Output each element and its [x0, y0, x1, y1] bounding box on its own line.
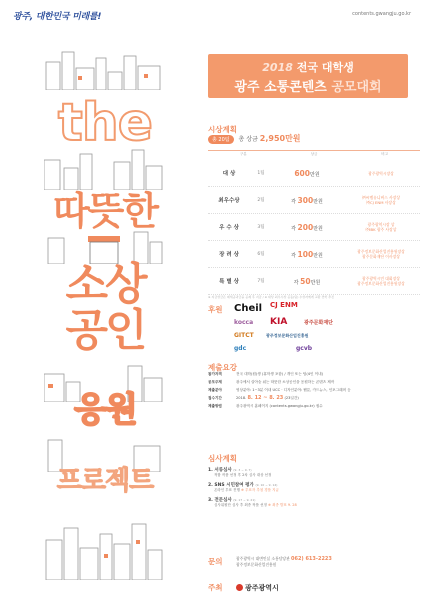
gwangju-emblem-icon	[236, 584, 243, 591]
award-unit: 만원	[309, 171, 320, 178]
sponsors-section	[208, 300, 420, 360]
judging-step-note: ※ 최종 발표 9. 28	[268, 503, 297, 507]
sponsor-logo-cj: CJ ENM	[270, 301, 298, 309]
awards-title: 시상계획	[208, 125, 237, 134]
judging-step-desc	[208, 488, 420, 493]
sponsors-label: 후원	[208, 305, 223, 314]
award-amount: 50	[300, 276, 311, 286]
banner-line2-highlight: 공모대회	[331, 80, 382, 95]
award-row	[208, 241, 420, 268]
award-note: ㈜씨엠유니버스 사장상 ㈜CJ ENM 사장상	[361, 195, 400, 205]
guide-key: 제출분야	[208, 388, 222, 392]
guide-value: 광주에서 살아숨 쉬는 따뜻한 소상공인을 응원하는 콘텐츠 제작	[236, 380, 335, 384]
award-note: 광주광역시민 대회장상 광주정보문화산업진흥원장상	[357, 276, 405, 286]
award-prize	[272, 169, 342, 178]
guide-key: 공모주제	[208, 380, 222, 384]
award-unit: 만원	[310, 279, 321, 286]
award-name: 대 상	[222, 171, 236, 177]
award-count: 3팀	[257, 225, 265, 230]
guide-row	[208, 404, 420, 409]
award-note: 광주정보문화산업진흥원장상 광주문화재단 이사장상	[357, 249, 405, 259]
award-note: 광주광역시장상	[368, 170, 394, 176]
info-column	[200, 0, 425, 600]
award-amount: 200	[297, 222, 314, 232]
guide-list	[208, 372, 420, 412]
judging-step-desc-text: 심사위원단 심사 후 최종 작품 선정	[214, 503, 267, 507]
hero-word-small-business	[65, 259, 145, 356]
award-prize	[272, 196, 342, 205]
award-note: 광주광역시장 상 ㈜IBK 광주 사장상	[365, 222, 397, 232]
award-count: 6팀	[257, 252, 265, 257]
banner-line2-text: 광주 소통콘텐츠	[234, 80, 327, 95]
award-prize	[272, 223, 342, 232]
judging-step-date: (9. 3 ~ 9. 7)	[233, 468, 252, 472]
banner-line1-text: 전국 대학생	[296, 61, 354, 74]
guide-value: 영상분야: 1~3분 이내 UCC · 디자인분야: 웹툰, 카드뉴스, 인포그래픽 등	[236, 388, 351, 392]
award-name: 장 려 상	[219, 252, 239, 258]
awards-total-prefix: 총 상금	[238, 136, 258, 143]
inquiry-details	[236, 556, 332, 567]
city-skyline-illustration	[44, 520, 164, 580]
judging-step-desc	[208, 503, 420, 508]
judging-steps	[208, 463, 420, 508]
host-name: 광주광역시	[245, 584, 279, 592]
guide-value: 광주광역시 홈페이지 (contents.gwangju.go.kr) 접수	[236, 404, 323, 408]
host-label: 주최	[208, 583, 223, 592]
award-row	[208, 187, 420, 214]
judging-step-name: 2. SNS 시민참여 평가	[208, 483, 254, 488]
guide-title: 제출요강	[208, 363, 237, 372]
awards-total	[208, 133, 301, 144]
inquiry-label: 문의	[208, 557, 223, 566]
hero-word-the: the	[57, 93, 153, 153]
award-count: 1팀	[257, 171, 265, 176]
judging-step-name: 3. 전문심사	[208, 498, 232, 503]
awards-total-amount: 2,950만원	[259, 134, 301, 143]
award-name: 우 수 상	[219, 225, 239, 231]
judging-step-date: (9. 10 ~ 9. 14)	[255, 483, 278, 487]
host-logo	[236, 583, 279, 593]
guide-value	[236, 396, 420, 401]
award-row	[208, 160, 420, 187]
award-amount: 300	[297, 195, 314, 205]
banner-line1	[208, 59, 408, 75]
guide-row	[208, 372, 420, 377]
judging-step-name: 1. 서류심사	[208, 468, 232, 473]
awards-col-header: 비고	[381, 152, 389, 156]
banner-year: 2018	[262, 61, 293, 74]
hero-word-line: 공인	[65, 305, 145, 356]
judging-step	[208, 467, 420, 478]
award-prize	[272, 277, 342, 286]
award-row	[208, 268, 420, 295]
guide-key: 참가자격	[208, 372, 222, 376]
guide-key: 접수기간	[208, 396, 222, 400]
award-prize-prefix: 각	[291, 225, 296, 232]
guide-value-prefix: 2018.	[236, 396, 247, 400]
hero-column	[0, 30, 200, 600]
judging-step-note: ※ 투표자 추첨 경품 지급	[241, 488, 279, 492]
banner-line2	[208, 76, 408, 95]
sponsor-logo-gitct: GITCT	[234, 332, 254, 339]
awards-table	[208, 160, 420, 295]
award-amount: 100	[297, 249, 314, 259]
hero-word-support: 응원	[74, 390, 136, 430]
award-name: 특 별 상	[219, 279, 239, 285]
award-prize-prefix: 각	[291, 252, 296, 259]
header-url[interactable]: contents.gwangju.go.kr	[352, 11, 411, 17]
guide-row	[208, 396, 420, 401]
guide-value-highlight: 8. 12 ~ 8. 23	[247, 395, 284, 401]
awards-table-header	[208, 150, 420, 157]
guide-value-suffix: (23일간)	[284, 396, 299, 400]
sponsor-logo-gcvb: gcvb	[296, 345, 313, 352]
award-unit: 만원	[313, 225, 323, 232]
award-amount: 600	[294, 168, 310, 178]
hero-word-project: 프로젝트	[56, 466, 154, 496]
award-prize-prefix: 각	[291, 198, 296, 205]
hero-word-line: 소상	[65, 259, 145, 310]
judging-step-desc-text: 온라인 투표 진행	[214, 488, 240, 492]
sponsor-logo-gdc: gdc	[234, 345, 247, 352]
award-unit: 만원	[313, 198, 323, 205]
sponsor-logo-gjcf: 광주문화재단	[304, 320, 333, 326]
awards-total-pill: 총 20팀	[208, 135, 234, 144]
awards-col-header: 상금	[310, 152, 318, 156]
title-banner	[208, 54, 408, 98]
judging-step-desc: 적합 작품 선정 후 2차 심사 대상 선정	[214, 473, 272, 477]
header-slogan: 광주, 대한민국 미래를!	[13, 12, 102, 22]
award-count: 2팀	[257, 198, 265, 203]
inquiry-line2: 광주정보문화산업진흥원	[236, 562, 277, 567]
shop-illustration	[44, 222, 164, 264]
award-name: 최우수상	[218, 198, 240, 204]
guide-row	[208, 388, 420, 393]
sponsor-logo-gicon: 광주정보문화산업진흥원	[266, 333, 309, 338]
guide-key: 제출방법	[208, 404, 222, 408]
sponsor-logo-cheil: Cheil	[234, 303, 263, 314]
award-prize	[272, 250, 342, 259]
award-count: 7팀	[257, 279, 265, 284]
awards-footnote: ※ 지급상금은 제세공과금을 공제 후 지급 / ※ 대상 최우수상 공동(팀) 수상자에게 교환 견학 추진	[208, 295, 335, 299]
awards-col-header: 구분	[239, 152, 247, 156]
guide-row	[208, 380, 420, 385]
city-skyline-illustration	[44, 48, 164, 90]
judging-step-date: (9. 17 ~ 9. 21)	[233, 498, 256, 502]
award-prize-prefix: 각	[293, 279, 299, 286]
sponsor-logo-kia: KIA	[270, 317, 288, 327]
judging-title: 심사계획	[208, 454, 237, 463]
judging-step	[208, 482, 420, 493]
award-unit: 만원	[313, 252, 323, 259]
inquiry-line1: 광주광역시 대변인실 소통담당관	[236, 556, 290, 561]
judging-step	[208, 497, 420, 508]
inquiry-phone[interactable]: 062) 613-2223	[290, 556, 332, 562]
award-row	[208, 214, 420, 241]
guide-value: 전국 대학(원)생 (휴학생 포함) / 개인 또는 팀(4인 이내)	[236, 372, 324, 376]
sponsor-logo-kocca: kocca	[234, 319, 254, 326]
hero-word-warm: 따뜻한	[52, 189, 158, 233]
